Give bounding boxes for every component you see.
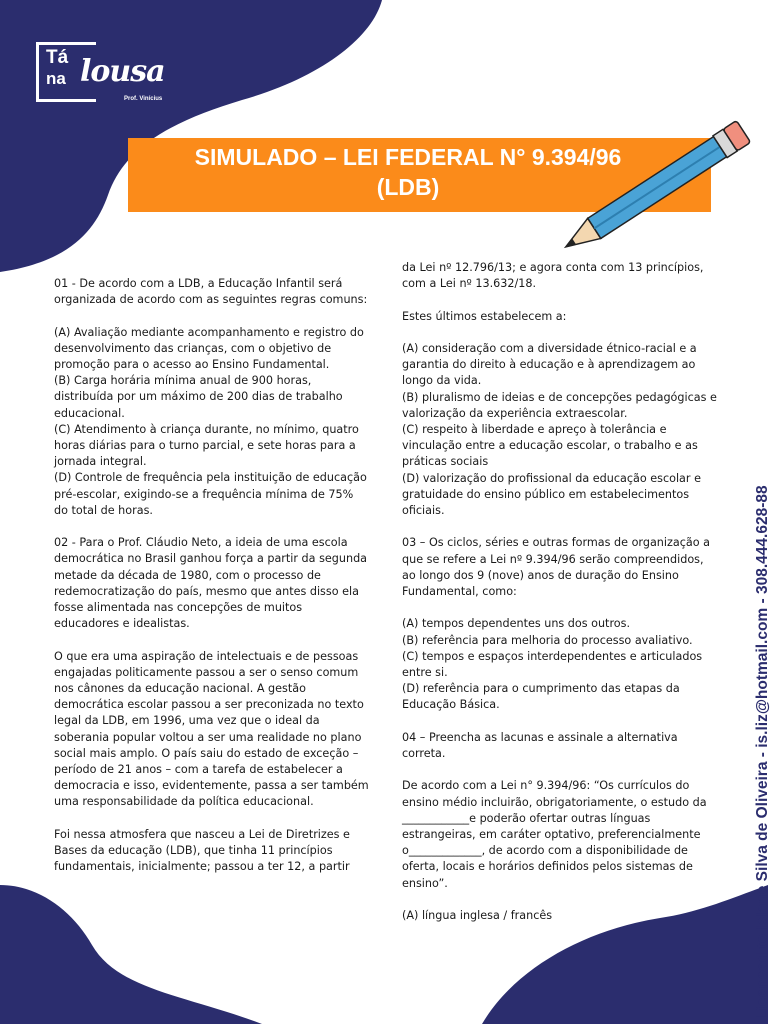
question-2-prompt: Estes últimos estabelecem a:	[402, 309, 567, 323]
logo-text-na: na	[46, 69, 66, 88]
question-1-option-a: (A) Avaliação mediante acompanhamento e registro do desenvolvimento das crianças, com o objetivo de promoção para o acesso ao Ensino Fundamental.	[54, 325, 364, 371]
title-line-2: (LDB)	[376, 174, 440, 200]
question-1-stem: 01 - De acordo com a LDB, a Educação Infantil será organizada de acordo com as seguintes regras comuns:	[54, 277, 368, 307]
question-4-option-a: (A) língua inglesa / francês	[402, 909, 553, 923]
question-3-option-d: (D) referência para o cumprimento das etapas da Educação Básica.	[402, 682, 680, 712]
brand-logo	[36, 42, 176, 106]
bottom-left-blob	[0, 885, 262, 1024]
left-column	[54, 276, 370, 875]
top-left-blob	[0, 0, 382, 272]
question-1-option-c: (C) Atendimento à criança durante, no mínimo, quatro horas diárias para o turno parcial, e sete horas para a jornada integral.	[54, 422, 359, 469]
question-1-option-b: (B) Carga horária mínima anual de 900 horas, distribuída por um máximo de 200 dias de trabalho educacional.	[54, 374, 343, 420]
question-2-option-d: (D) valorização do profissional da educação escolar e gratuidade do ensino público em estabelecimentos oficiais.	[402, 471, 701, 518]
right-column	[402, 260, 720, 924]
question-3-option-b: (B) referência para melhoria do processo avaliativo.	[402, 633, 693, 647]
logo-text-ta: Tá	[46, 47, 69, 68]
question-3-stem: 03 – Os ciclos, séries e outras formas de organização a que se refere a Lei nº 9.394/96 serão compreendidos, ao longo dos 9 (nove) anos de duração do Ensino Fundamental, como:	[402, 536, 710, 599]
question-3-option-c: (C) tempos e espaços interdependentes e articulados entre si.	[402, 649, 703, 680]
question-2-stem: 02 - Para o Prof. Cláudio Neto, a ideia de uma escola democrática no Brasil ganhou força a partir da segunda metade da década de 1980, com o processo de redemocratização do país, mesmo que antes disso ela fosse alimentada nas concepções de muitos educadores e idealistas.	[54, 536, 368, 631]
question-2-option-c: (C) respeito à liberdade e apreço à tolerância e vinculação entre a educação escolar, o trabalho e as práticas sociais	[402, 423, 698, 469]
logo-author: Prof. Vinícius	[124, 96, 163, 102]
logo-text-lousa: lousa	[80, 54, 165, 89]
question-1-option-d: (D) Controle de frequência pela instituição de educação pré-escolar, exigindo-se a frequência mínima de 75% do total de horas.	[54, 471, 367, 517]
question-2-paragraph-3: Foi nessa atmosfera que nasceu a Lei de Diretrizes e Bases da educação (LDB), que tinha 11 princípios fundamentais, inicialmente; passou a ter 12, a partir	[54, 827, 350, 874]
question-4-stem: 04 – Preencha as lacunas e assinale a alternativa correta.	[402, 730, 678, 761]
question-2-option-b: (B) pluralismo de ideias e de concepções pedagógicas e valorização da experiência extraescolar.	[402, 390, 717, 420]
question-3-option-a: (A) tempos dependentes uns dos outros.	[402, 617, 631, 631]
question-4-text: De acordo com a Lei n° 9.394/96: “Os currículos do ensino médio incluirão, obrigatoriamente, o estudo da ____________e poderão ofertar outras línguas estrangeiras, em caráter optativo, preferencialmente o_____________, de acordo com a disponibilidade de oferta, locais e horários definidos pelos sistemas de ensino”.	[402, 779, 707, 890]
pencil-icon	[548, 112, 768, 262]
title-line-1: SIMULADO – LEI FEDERAL N° 9.394/96	[194, 144, 622, 170]
question-2-continuation: da Lei nº 12.796/13; e agora conta com 13 princípios, com a Lei nº 13.632/18.	[402, 261, 704, 291]
question-2-option-a: (A) consideração com a diversidade étnico-racial e a garantia do direito à educação e à aprendizagem ao longo da vida.	[402, 341, 697, 388]
license-watermark: Licensed to Islane Silva de Oliveira - is.liz@hotmail.com - 308.444.628-88	[754, 485, 771, 1020]
question-2-paragraph-2: O que era uma aspiração de intelectuais e de pessoas engajadas politicamente passou a ser o senso comum nos cânones da educação nacional. A gestão democrática escolar passou a ser preconizada no texto legal da LDB, em 1996, uma vez que o ideal da soberania popular voltou a ser uma realidade no plano social mais amplo. O país saiu do estado de exceção – período de 21 anos – com a tarefa de estabelecer a democracia e isso, evidentemente, passa a ser também uma responsabilidade da política educacional.	[54, 649, 369, 809]
